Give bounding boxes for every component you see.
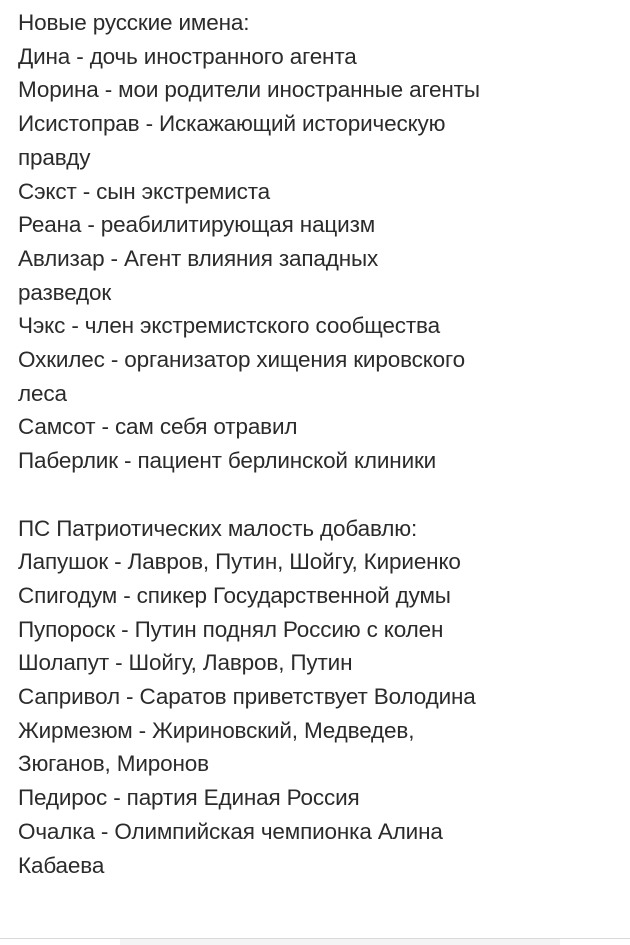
text-line: Зюганов, Миронов: [18, 751, 209, 777]
text-line: Чэкс - член экстремистского сообщества: [18, 313, 440, 339]
ps-list: [18, 512, 618, 883]
ps-heading: ПС Патриотических малость добавлю:: [18, 515, 418, 541]
text-line: Авлизар - Агент влияния западных: [18, 245, 379, 271]
text-line: леса: [18, 380, 67, 406]
text-line: Очалка - Олимпийская чемпионка Алина: [18, 818, 443, 844]
text-line: Исистоправ - Искажающий историческую: [18, 111, 446, 137]
bottom-divider-shadow: [120, 939, 560, 945]
paragraph-gap: [18, 478, 618, 512]
text-line: Спигодум - спикер Государственной думы: [18, 582, 451, 608]
text-line: Шолапут - Шойгу, Лавров, Путин: [18, 650, 353, 676]
text-line: Педирос - партия Единая Россия: [18, 785, 360, 811]
text-line: Саприв​ол - Саратов приветствует Володина: [18, 684, 476, 710]
post-text: [18, 6, 618, 882]
list-heading: Новые русские имена:: [18, 10, 250, 35]
text-line: Жирмезюм - Жириновский, Медведев,: [18, 717, 415, 743]
text-line: Охкилес - организатор хищения кировского: [18, 347, 465, 373]
text-line: Самсот - сам себя отравил: [18, 414, 298, 440]
text-line: Морина - мои родители иностранные агенты: [18, 77, 480, 103]
text-line: разведок: [18, 279, 112, 305]
text-line: Сэкст - сын экстремиста: [18, 178, 271, 204]
text-line: правду: [18, 144, 91, 170]
text-line: Реана - реабилитирующая нацизм: [18, 212, 376, 238]
text-line: Пупороск - Путин поднял Россию с колен: [18, 616, 444, 642]
text-line: Кабаева: [18, 852, 105, 878]
names-list: [18, 6, 618, 478]
text-line: Паберлик - пациент берлинской клиники: [18, 448, 437, 474]
text-line: Дина - дочь иностранного агента: [18, 43, 357, 69]
text-line: Лапушок - Лавров, Путин, Шойгу, Кириенко: [18, 549, 461, 575]
